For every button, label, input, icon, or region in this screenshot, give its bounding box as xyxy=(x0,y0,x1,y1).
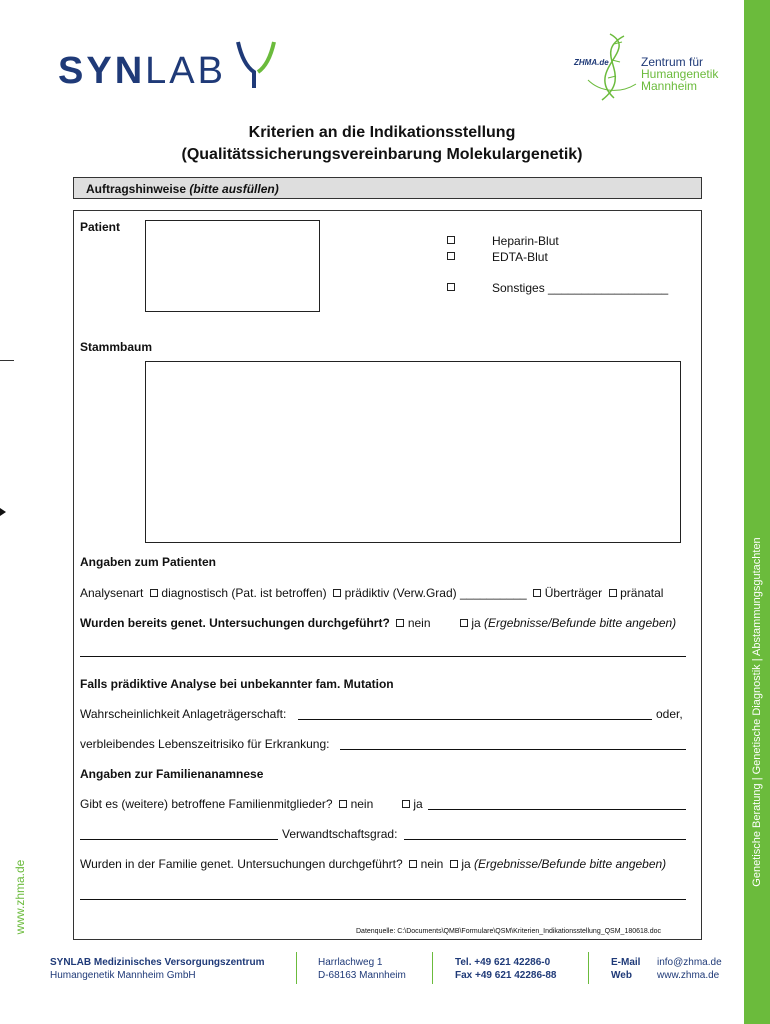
untersuchungen-row xyxy=(80,616,431,630)
zhma-name-line2: Humangenetik xyxy=(641,67,719,81)
familie-untersuchungen-ja-note: (Ergebnisse/Befunde bitte angeben) xyxy=(474,857,667,871)
untersuchungen-ja-note: (Ergebnisse/Befunde bitte angeben) xyxy=(484,616,677,630)
familie-untersuchungen-answer-line[interactable] xyxy=(80,899,686,900)
uebertraeger-label: Überträger xyxy=(544,586,603,600)
familie-question: Gibt es (weitere) betroffene Familienmitglieder? xyxy=(80,797,333,811)
side-tagline: Genetische Beratung | Genetische Diagnostik | Abstammungsgutachten xyxy=(751,537,763,887)
wahrscheinlichkeit-line[interactable] xyxy=(298,719,652,720)
sonstiges-label: Sonstiges __________________ xyxy=(492,281,669,295)
familie-untersuchungen-row xyxy=(80,857,666,871)
patient-label-box[interactable] xyxy=(145,220,320,312)
title-line2: (Qualitätssicherungsvereinbarung Molekulargenetik) xyxy=(181,146,583,163)
hint-bar-note: (bitte ausfüllen) xyxy=(189,182,279,196)
untersuchungen-question: Wurden bereits genet. Untersuchungen durchgeführt? xyxy=(80,616,390,630)
heparin-label: Heparin-Blut xyxy=(492,234,559,248)
footer-org-line2: Humangenetik Mannheim GmbH xyxy=(50,970,196,981)
familie-row xyxy=(80,797,373,811)
analyse-row xyxy=(80,586,663,600)
zhma-name-line3: Mannheim xyxy=(641,79,698,93)
synlab-y-icon xyxy=(234,38,278,90)
untersuchungen-nein-checkbox[interactable] xyxy=(396,619,404,627)
edge-mark-line xyxy=(0,360,14,361)
footer-web-label: Web xyxy=(611,970,632,981)
heparin-checkbox[interactable] xyxy=(447,236,455,244)
praediktiv-heading: Falls prädiktive Analyse bei unbekannter fam. Mutation xyxy=(80,677,394,691)
footer-email-link[interactable]: info@zhma.de xyxy=(657,957,722,968)
untersuchungen-ja-checkbox[interactable] xyxy=(460,619,468,627)
uebertraeger-checkbox[interactable] xyxy=(533,589,541,597)
footer-addr-line2: D-68163 Mannheim xyxy=(318,970,406,981)
footer-org xyxy=(50,956,265,982)
footer-web-link[interactable]: www.zhma.de xyxy=(657,970,720,981)
familie-ja-line[interactable] xyxy=(428,809,686,810)
familie-untersuchungen-question: Wurden in der Familie genet. Untersuchungen durchgeführt? xyxy=(80,857,403,871)
praediktiv-checkbox[interactable] xyxy=(333,589,341,597)
stammbaum-box[interactable] xyxy=(145,361,681,543)
footer-separator xyxy=(296,952,297,984)
diagnostisch-checkbox[interactable] xyxy=(150,589,158,597)
familie-untersuchungen-ja-checkbox[interactable] xyxy=(450,860,458,868)
footer-email-label: E-Mail xyxy=(611,957,641,968)
zhma-logo-name xyxy=(641,56,718,92)
footer-address xyxy=(318,956,406,982)
verwandtschaft-label: Verwandtschaftsgrad: xyxy=(282,827,398,841)
patient-label: Patient xyxy=(80,220,121,234)
praenatal-checkbox[interactable] xyxy=(609,589,617,597)
familie-untersuchungen-nein-checkbox[interactable] xyxy=(409,860,417,868)
praenatal-label: pränatal xyxy=(620,586,664,600)
hint-bar xyxy=(73,177,702,199)
footer-separator xyxy=(588,952,589,984)
praediktiv-label: prädiktiv (Verw.Grad) __________ xyxy=(344,586,527,600)
footer-fax: Fax +49 621 42286-88 xyxy=(455,970,557,981)
footer-contact-values xyxy=(657,956,722,982)
familie-ja-label: ja xyxy=(413,797,423,811)
synlab-logo-suffix: LAB xyxy=(145,50,226,92)
title-line1: Kriterien an die Indikationsstellung xyxy=(248,124,516,141)
verwandtschaft-prefix-line[interactable] xyxy=(80,839,278,840)
untersuchungen-ja-label: ja xyxy=(471,616,481,630)
edta-checkbox[interactable] xyxy=(447,252,455,260)
wahrscheinlichkeit-label: Wahrscheinlichkeit Anlageträgerschaft: xyxy=(80,707,287,721)
edta-label: EDTA-Blut xyxy=(492,250,548,264)
sonstiges-checkbox[interactable] xyxy=(447,283,455,291)
synlab-logo-prefix: SYN xyxy=(58,50,146,92)
familie-untersuchungen-ja-label: ja xyxy=(461,857,471,871)
lebenszeitrisiko-label: verbleibendes Lebenszeitrisiko für Erkrankung: xyxy=(80,737,330,751)
footer-addr-line1: Harrlachweg 1 xyxy=(318,957,383,968)
untersuchungen-nein-label: nein xyxy=(407,616,431,630)
lebenszeitrisiko-line[interactable] xyxy=(340,749,686,750)
untersuchungen-answer-line[interactable] xyxy=(80,656,686,657)
familie-ja-checkbox[interactable] xyxy=(402,800,410,808)
familie-untersuchungen-nein-label: nein xyxy=(420,857,444,871)
angaben-patient-heading: Angaben zum Patienten xyxy=(80,555,217,569)
footer-separator xyxy=(432,952,433,984)
edge-arrow-icon xyxy=(0,508,6,516)
synlab-logo xyxy=(58,50,226,93)
zhma-logo-small: ZHMA.de xyxy=(574,58,609,67)
familie-ja-row xyxy=(402,797,423,811)
page-title xyxy=(60,122,704,166)
source-path: Datenquelle: C:\Documents\QMB\Formulare\QSM\Kriterien_Indikationsstellung_QSM_180618.doc xyxy=(356,928,662,935)
verwandtschaft-line[interactable] xyxy=(404,839,686,840)
zhma-name-line1: Zentrum für xyxy=(641,55,704,69)
oder-label: oder, xyxy=(656,707,683,721)
footer-org-line1: SYNLAB Medizinisches Versorgungszentrum xyxy=(50,957,265,968)
analyse-label: Analysenart xyxy=(80,586,144,600)
diagnostisch-label: diagnostisch (Pat. ist betroffen) xyxy=(161,586,327,600)
familie-nein-checkbox[interactable] xyxy=(339,800,347,808)
hint-bar-label: Auftragshinweise xyxy=(86,182,187,196)
footer-contact-labels xyxy=(611,956,640,982)
stammbaum-label: Stammbaum xyxy=(80,340,153,354)
footer-phone xyxy=(455,956,556,982)
side-url: www.zhma.de xyxy=(13,859,27,935)
familienanamnese-heading: Angaben zur Familienanamnese xyxy=(80,767,264,781)
untersuchungen-ja-row xyxy=(460,616,676,630)
footer-tel: Tel. +49 621 42286-0 xyxy=(455,957,551,968)
familie-nein-label: nein xyxy=(350,797,374,811)
